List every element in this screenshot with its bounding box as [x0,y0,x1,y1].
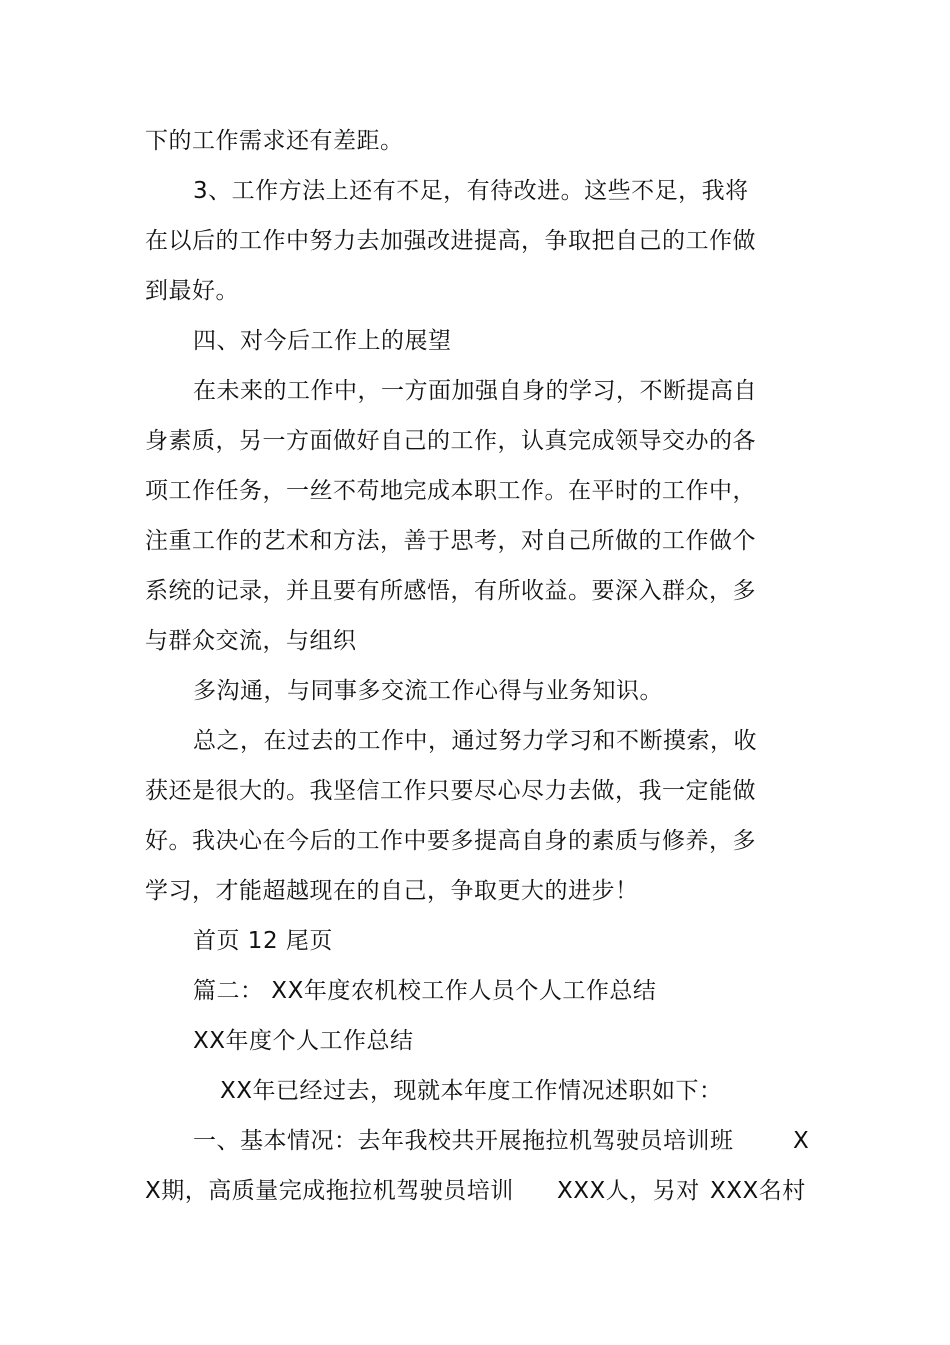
paragraph-line: 到最好。 [145,278,239,304]
paragraph-line: 在未来的工作中，一方面加强自身的学习，不断提高自 [193,378,757,404]
paragraph-line: XX年已经过去，现就本年度工作情况述职如下： [220,1078,723,1104]
paragraph-line: 在以后的工作中努力去加强改进提高，争取把自己的工作做 [145,228,756,254]
paragraph-line: 身素质，另一方面做好自己的工作，认真完成领导交办的各 [145,428,756,454]
paragraph-line: 总之，在过去的工作中，通过努力学习和不断摸索，收 [193,728,757,754]
paragraph-line: 多沟通，与同事多交流工作心得与业务知识。 [193,678,663,704]
paragraph-line: 3、工作方法上还有不足，有待改进。这些不足，我将 [193,178,749,204]
document-subtitle: XX年度个人工作总结 [193,1028,414,1054]
paragraph-line: 下的工作需求还有差距。 [145,128,404,154]
section-heading: 四、对今后工作上的展望 [193,328,452,354]
paragraph-line: XXX人，另对 [557,1178,700,1204]
paragraph-line: 与群众交流，与组织 [145,628,357,654]
paragraph-line: 好。我决心在今后的工作中要多提高自身的素质与修养，多 [145,828,756,854]
paragraph-line: 项工作任务，一丝不苟地完成本职工作。在平时的工作中， [145,478,756,504]
page-navigation: 首页 12 尾页 [193,928,333,954]
paragraph-line: 系统的记录，并且要有所感悟，有所收益。要深入群众，多 [145,578,756,604]
section-heading: 一、基本情况：去年我校共开展拖拉机驾驶员培训班 [193,1128,734,1154]
paragraph-line: 注重工作的艺术和方法，善于思考，对自己所做的工作做个 [145,528,756,554]
paragraph-line: 学习，才能超越现在的自己，争取更大的进步！ [145,878,639,904]
paragraph-line: X期，高质量完成拖拉机驾驶员培训 [145,1178,514,1204]
article-title: 篇二： XX年度农机校工作人员个人工作总结 [193,978,657,1004]
paragraph-line: 获还是很大的。我坚信工作只要尽心尽力去做，我一定能做 [145,778,756,804]
paragraph-line: XXX名村 [710,1178,806,1204]
placeholder-text: X [793,1128,810,1154]
